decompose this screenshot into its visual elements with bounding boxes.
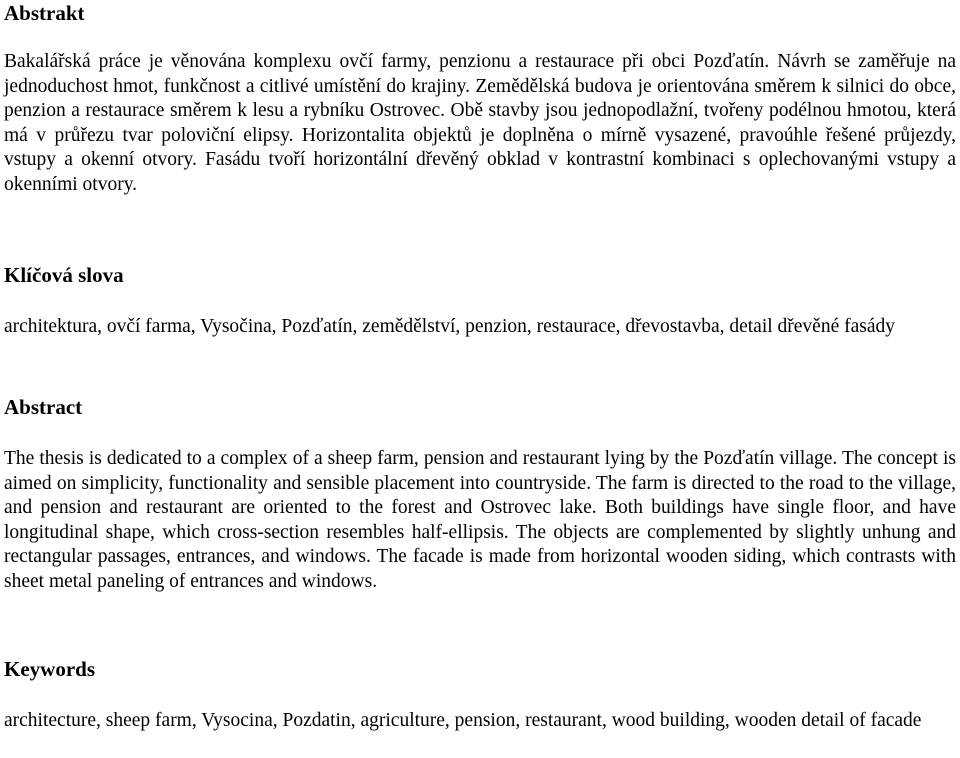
keywords-heading: Keywords bbox=[4, 657, 95, 681]
abstrakt-paragraph: Bakalářská práce je věnována komplexu ovčí farmy, penzionu a restaurace při obci Pozďatín. Návrh se zaměřuje na jednoduchost hmot, funkčnost a citlivé umístění do krajiny. Zemědělská budova je orientována směrem k silnici do obce, penzion a restaurace směrem k lesu a rybníku Ostrovec. Obě stavby jsou jednopodlažní, tvořeny podélnou hmotou, která má v průřezu tvar poloviční elipsy. Horizontalita objektů je doplněna o mírně vysazené, pravoúhle řešené průjezdy, vstupy a okenní otvory. Fasádu tvoří horizontální dřevěný obklad v kontrastní kombinaci s oplechovanými vstupy a okenními otvory. bbox=[4, 51, 956, 195]
abstract-heading: Abstract bbox=[4, 395, 83, 419]
abstrakt-heading: Abstrakt bbox=[4, 1, 85, 25]
klicova-slova-paragraph: architektura, ovčí farma, Vysočina, Pozďatín, zemědělství, penzion, restaurace, dřevostavba, detail dřevěné fasády bbox=[4, 316, 896, 337]
klicova-slova-heading: Klíčová slova bbox=[4, 263, 124, 287]
abstract-paragraph: The thesis is dedicated to a complex of a sheep farm, pension and restaurant lying by the Pozďatín village. The concept is aimed on simplicity, functionality and sensible placement into countryside. The farm is directed to the road to the village, and pension and restaurant are oriented to the forest and Ostrovec lake. Both buildings have single floor, and have longitudinal shape, which cross-section resembles half-ellipsis. The objects are complemented by slightly unhung and rectangular passages, entrances, and windows. The facade is made from horizontal wooden siding, which contrasts with sheet metal paneling of entrances and windows. bbox=[4, 448, 956, 592]
keywords-paragraph: architecture, sheep farm, Vysocina, Pozdatin, agriculture, pension, restaurant, wood building, wooden detail of facade bbox=[4, 710, 922, 731]
